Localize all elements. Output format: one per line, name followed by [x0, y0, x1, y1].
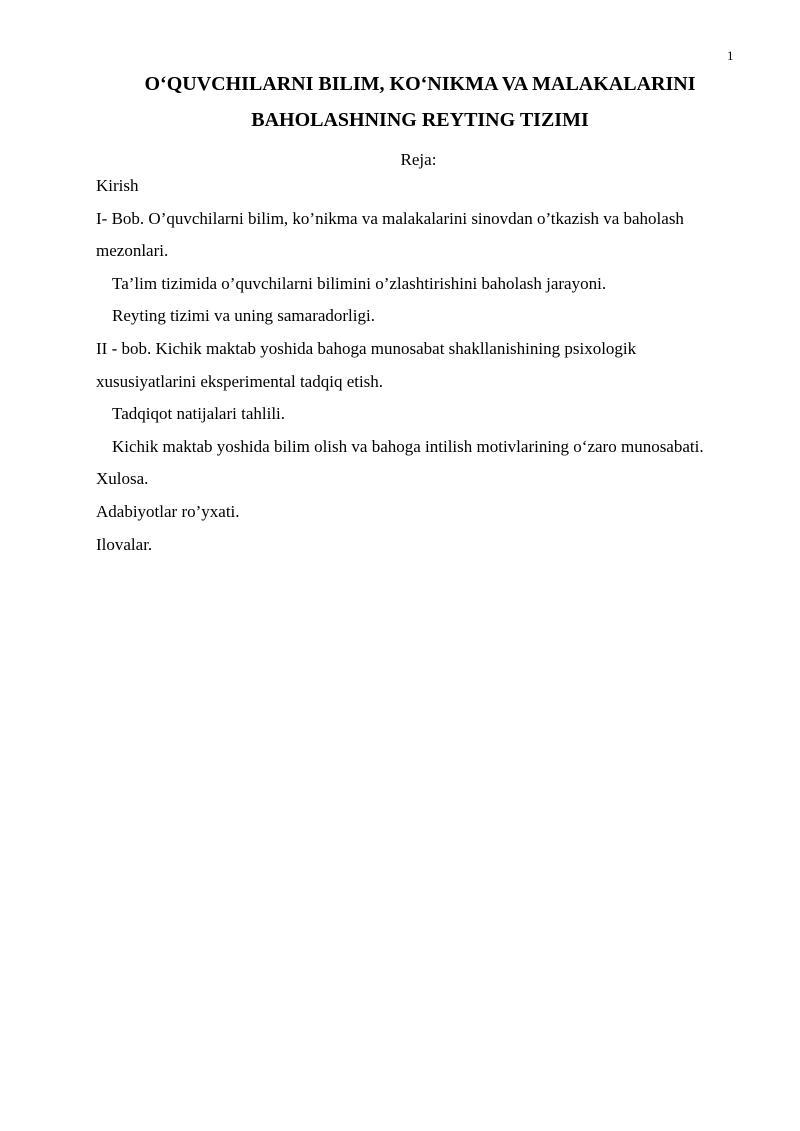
toc-item-conclusion: Xulosa.: [96, 469, 149, 489]
document-title-line-1: O‘QUVCHILARNI BILIM, KO‘NIKMA VA MALAKALARINI: [144, 73, 696, 95]
page-number: 1: [727, 48, 734, 63]
toc-item-section-2-2: Kichik maktab yoshida bilim olish va bahoga intilish motivlarining o‘zaro munosabati.: [112, 436, 704, 456]
toc-item-references: Adabiyotlar ro’yxati.: [96, 501, 240, 521]
table-of-contents: [96, 170, 736, 561]
toc-item-introduction: Kirish: [96, 176, 139, 195]
document-title-line-2: BAHOLASHNING REYTING TIZIMI: [251, 109, 589, 131]
toc-item-chapter-2: II - bob. Kichik maktab yoshida bahoga munosabat shakllanishining psixologik xususiyatlarini eksperimental tadqiq etish.: [96, 338, 637, 391]
toc-item-section-1-1: Ta’lim tizimida o’quvchilarni bilimini o’zlashtirishini baholash jarayoni.: [112, 273, 607, 293]
toc-item-section-1-2: Reyting tizimi va uning samaradorligi.: [112, 306, 375, 326]
toc-item-appendices: Ilovalar.: [96, 534, 153, 554]
toc-item-chapter-1: I- Bob. O’quvchilarni bilim, ko’nikma va malakalarini sinovdan o’tkazish va baholash mezonlari.: [96, 208, 684, 261]
plan-heading: Reja:: [400, 150, 437, 169]
toc-item-section-2-1: Tadqiqot natijalari tahlili.: [112, 404, 286, 424]
